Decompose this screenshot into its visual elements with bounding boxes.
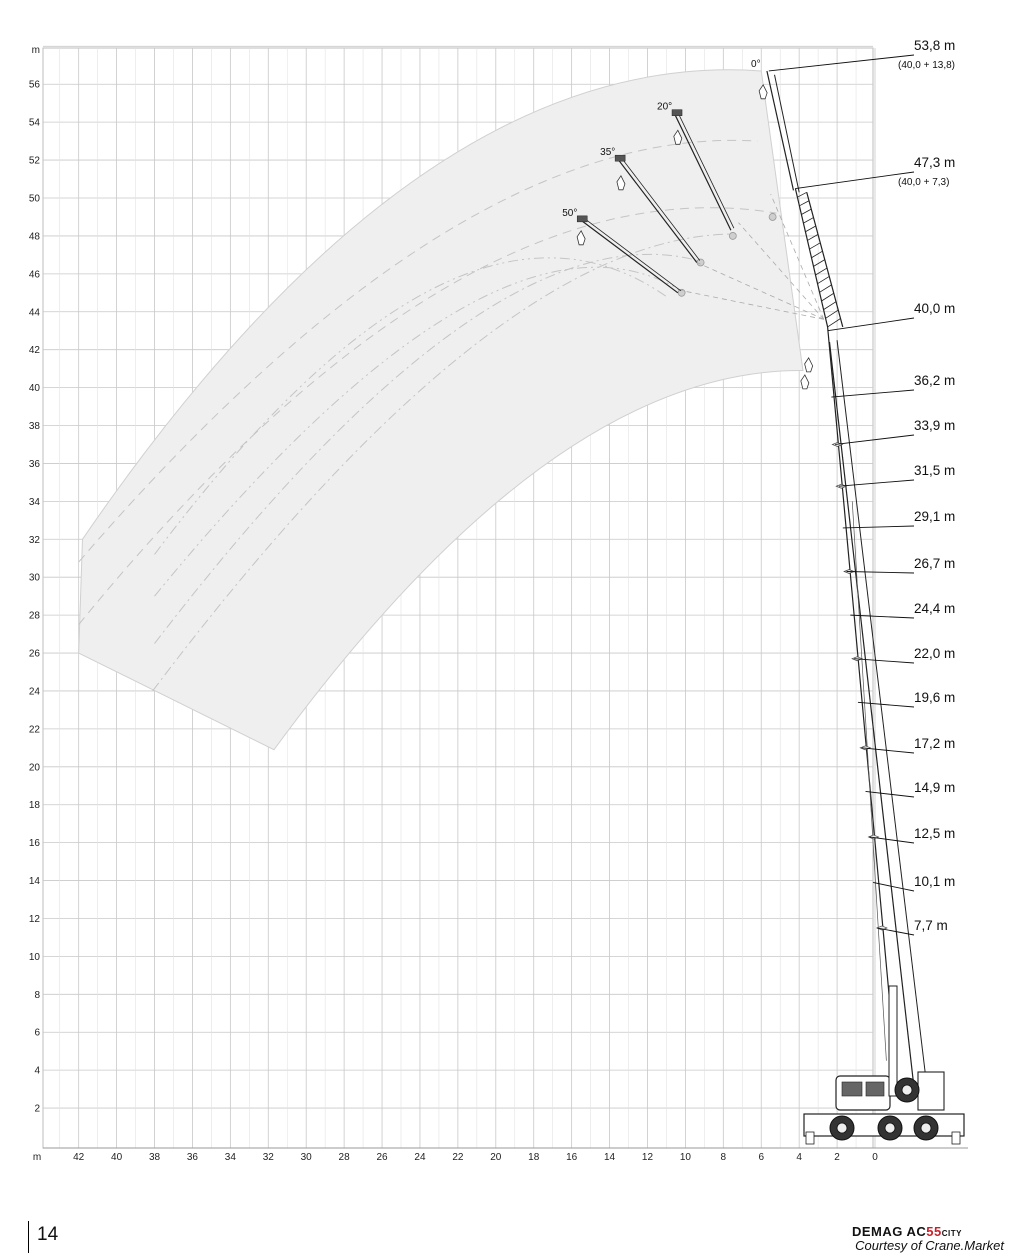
x-tick-label: 42 <box>73 1152 85 1163</box>
y-tick-label: 28 <box>28 610 40 622</box>
x-tick-label: 2 <box>834 1152 840 1163</box>
y-tick-label: 4 <box>34 1065 40 1077</box>
y-tick-label: 12 <box>28 913 40 925</box>
boom-length-label: 40,0 m <box>914 301 956 316</box>
y-tick-label: 24 <box>28 686 40 698</box>
jib-head <box>615 155 625 161</box>
y-tick-label: 2 <box>34 1103 40 1115</box>
boom-length-label: 53,8 m <box>914 38 956 53</box>
y-tick-label: 20 <box>28 762 40 774</box>
y-tick-label: 52 <box>28 155 40 167</box>
boom-length-label: 26,7 m <box>914 556 956 571</box>
hook-position-marker <box>697 259 704 266</box>
brand-suffix: CITY <box>941 1229 962 1238</box>
y-tick-label: 14 <box>28 876 40 888</box>
outrigger <box>806 1132 814 1144</box>
x-tick-label: 12 <box>641 1152 654 1163</box>
boom-length-label: 12,5 m <box>914 826 956 841</box>
y-tick-label: 34 <box>28 496 40 508</box>
brand-model: 55 <box>926 1224 942 1239</box>
x-tick-label: 10 <box>679 1152 691 1163</box>
jib-angle-label: 0° <box>751 59 761 71</box>
y-tick-label: 36 <box>28 458 40 470</box>
x-tick-label: 28 <box>338 1152 350 1163</box>
wheel-hub <box>885 1123 895 1133</box>
boom-length-label: 17,2 m <box>914 736 956 751</box>
boom-length-label: 10,1 m <box>914 874 956 889</box>
y-tick-label: 32 <box>28 534 40 546</box>
wheel-hub <box>902 1085 912 1095</box>
y-tick-label: 46 <box>28 269 40 281</box>
x-tick-label: 26 <box>376 1152 388 1163</box>
boom-length-label: 7,7 m <box>914 918 948 933</box>
boom-length-sublabel: (40,0 + 7,3) <box>898 177 950 188</box>
x-axis-unit: m <box>32 1152 42 1163</box>
y-tick-label: 42 <box>28 345 40 357</box>
y-tick-label: 40 <box>28 383 40 395</box>
y-tick-label: 44 <box>28 307 40 319</box>
x-tick-label: 38 <box>148 1152 161 1163</box>
x-tick-label: 24 <box>414 1152 426 1163</box>
y-tick-label: 6 <box>34 1027 40 1039</box>
jib-angle-label: 20° <box>657 101 673 113</box>
boom-length-sublabel: (40,0 + 13,8) <box>898 60 955 71</box>
y-tick-label: 48 <box>28 231 40 243</box>
luffing-cylinder <box>889 986 897 1096</box>
cab-window <box>842 1082 862 1096</box>
boom-length-label: 24,4 m <box>914 601 956 616</box>
y-axis-unit: m <box>31 45 40 56</box>
hook-position-marker <box>729 232 736 239</box>
y-tick-label: 56 <box>28 79 40 91</box>
wheel-hub <box>921 1123 931 1133</box>
boom-length-label: 33,9 m <box>914 418 956 433</box>
y-tick-label: 54 <box>28 117 40 129</box>
x-tick-label: 36 <box>186 1152 199 1163</box>
y-tick-label: 22 <box>28 724 40 736</box>
boom-length-label: 31,5 m <box>914 463 956 478</box>
x-tick-label: 16 <box>566 1152 578 1163</box>
wheel-hub <box>837 1123 847 1133</box>
boom-length-label: 29,1 m <box>914 509 956 524</box>
jib-head <box>577 216 587 222</box>
y-tick-label: 30 <box>28 572 40 584</box>
boom-length-label: 47,3 m <box>914 155 956 170</box>
y-tick-label: 16 <box>28 838 40 850</box>
cab-window <box>866 1082 884 1096</box>
outrigger <box>952 1132 960 1144</box>
jib-angle-label: 35° <box>600 147 616 159</box>
brand-prefix: DEMAG AC <box>852 1224 927 1239</box>
x-tick-label: 32 <box>262 1152 274 1163</box>
x-tick-label: 20 <box>490 1152 502 1163</box>
x-tick-label: 18 <box>528 1152 540 1163</box>
boom-length-label: 19,6 m <box>914 690 956 705</box>
credit-text: Courtesy of Crane.Market <box>855 1238 1004 1253</box>
y-tick-label: 38 <box>28 421 40 433</box>
boom-length-leader <box>869 837 914 843</box>
x-tick-label: 22 <box>452 1152 464 1163</box>
superstructure <box>918 1072 944 1110</box>
x-tick-label: 40 <box>111 1152 123 1163</box>
x-tick-label: 6 <box>758 1152 765 1163</box>
x-tick-label: 34 <box>224 1152 236 1163</box>
x-tick-label: 4 <box>796 1152 802 1163</box>
x-tick-label: 0 <box>872 1152 878 1163</box>
x-tick-label: 30 <box>300 1152 312 1163</box>
x-tick-label: 14 <box>603 1152 616 1163</box>
jib-head <box>672 110 682 116</box>
boom-length-label: 22,0 m <box>914 646 956 661</box>
hook-position-marker <box>769 213 776 220</box>
boom-length-label: 14,9 m <box>914 780 956 795</box>
page-number: 14 <box>28 1221 58 1253</box>
boom-length-label: 36,2 m <box>914 373 956 388</box>
jib-angle-label: 50° <box>562 207 578 219</box>
y-tick-label: 18 <box>28 800 40 812</box>
y-tick-label: 10 <box>28 951 40 963</box>
y-tick-label: 8 <box>34 989 40 1001</box>
x-tick-label: 8 <box>720 1152 727 1163</box>
y-tick-label: 50 <box>28 193 40 205</box>
y-tick-label: 26 <box>28 648 40 660</box>
